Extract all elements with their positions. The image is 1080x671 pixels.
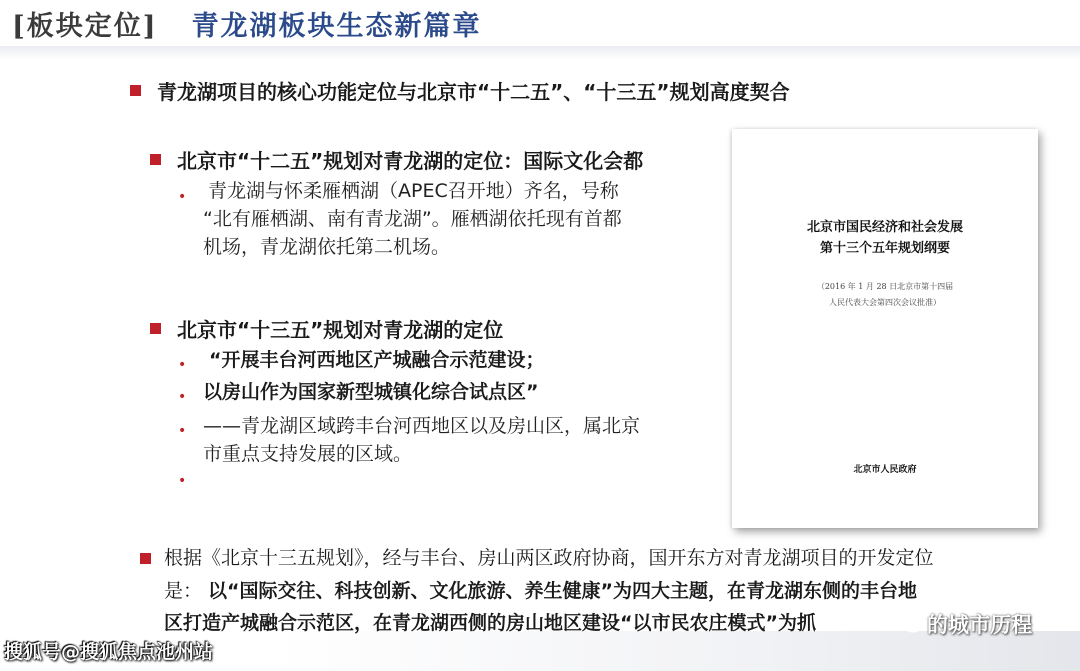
cover-organization: 北京市人民政府 [853,465,917,475]
section2-item1-dot-icon: • [178,357,187,373]
section1-line-1: 青龙湖与怀柔雁栖湖（APEC召开地）齐名，号称 [208,180,619,202]
section2-item3-line-1: ——青龙湖区域跨丰台河西地区以及房山区，属北京 [203,415,641,437]
watermark-right-text: 的城市历程 [927,613,1032,637]
section2-empty-dot-icon: • [178,473,187,489]
section2-item3-dot-icon: • [178,423,187,439]
section2-heading: 北京市“十三五”规划对青龙湖的定位 [177,318,504,342]
cover-title-line-1: 北京市国民经济和社会发展 [806,220,963,235]
bottom-line-2-bold: 以“国际交往、科技创新、文化旅游、养生健康”为四大主题，在青龙湖东侧的丰台地 [208,580,918,602]
section2-bullet-icon [150,323,161,334]
cover-note [732,279,1038,311]
watermark-logo-icon [902,614,924,638]
title-divider [0,46,1080,60]
slide-title [12,4,482,43]
section1-line-2: “北有雁栖湖、南有青龙湖”。雁栖湖依托现有首都 [203,208,622,230]
cover-title-line-2: 第十三个五年规划纲要 [819,241,950,256]
section2-item-1: “开展丰台河西地区产城融合示范建设； [209,349,545,371]
bottom-line-2 [164,576,1064,606]
bottom-bullet-icon [140,553,151,564]
section2-item3-line-2: 市重点支持发展的区域。 [203,443,413,465]
section1-dot-icon: • [178,189,187,205]
section1-bullet-icon [150,154,161,165]
cover-note-line-1: （2016 年 1 月 28 日北京市第十四届 [816,282,954,291]
bottom-line-3-bold: 区打造产城融合示范区，在青龙湖西侧的房山地区建设“以市民农庄模式”为抓 [164,612,816,634]
watermark-left: 搜狐号@搜狐焦点池州站 [4,641,214,663]
page-title: 青龙湖板块生态新篇章 [191,11,482,42]
section2-item-2: 以房山作为国家新型城镇化综合试点区” [203,381,539,403]
section1-line-3: 机场，青龙湖依托第二机场。 [203,236,451,258]
plan-document-cover [732,129,1038,528]
main-point-heading: 青龙湖项目的核心功能定位与北京市“十二五”、“十三五”规划高度契合 [157,80,790,104]
bottom-line-2-prefix: 是： [164,580,209,602]
watermark-right [902,609,1032,639]
bottom-line-1: 根据《北京十三五规划》，经与丰台、房山两区政府协商，国开东方对青龙湖项目的开发定位 [164,547,934,569]
cover-title [732,217,1038,259]
section-tag: [板块定位] [12,11,158,42]
main-point-bullet-icon [130,85,141,96]
section1-heading: 北京市“十二五”规划对青龙湖的定位：国际文化会都 [177,149,644,173]
cover-note-line-2: 人民代表大会第四次会议批准） [829,298,941,307]
section2-item2-dot-icon: • [178,389,187,405]
